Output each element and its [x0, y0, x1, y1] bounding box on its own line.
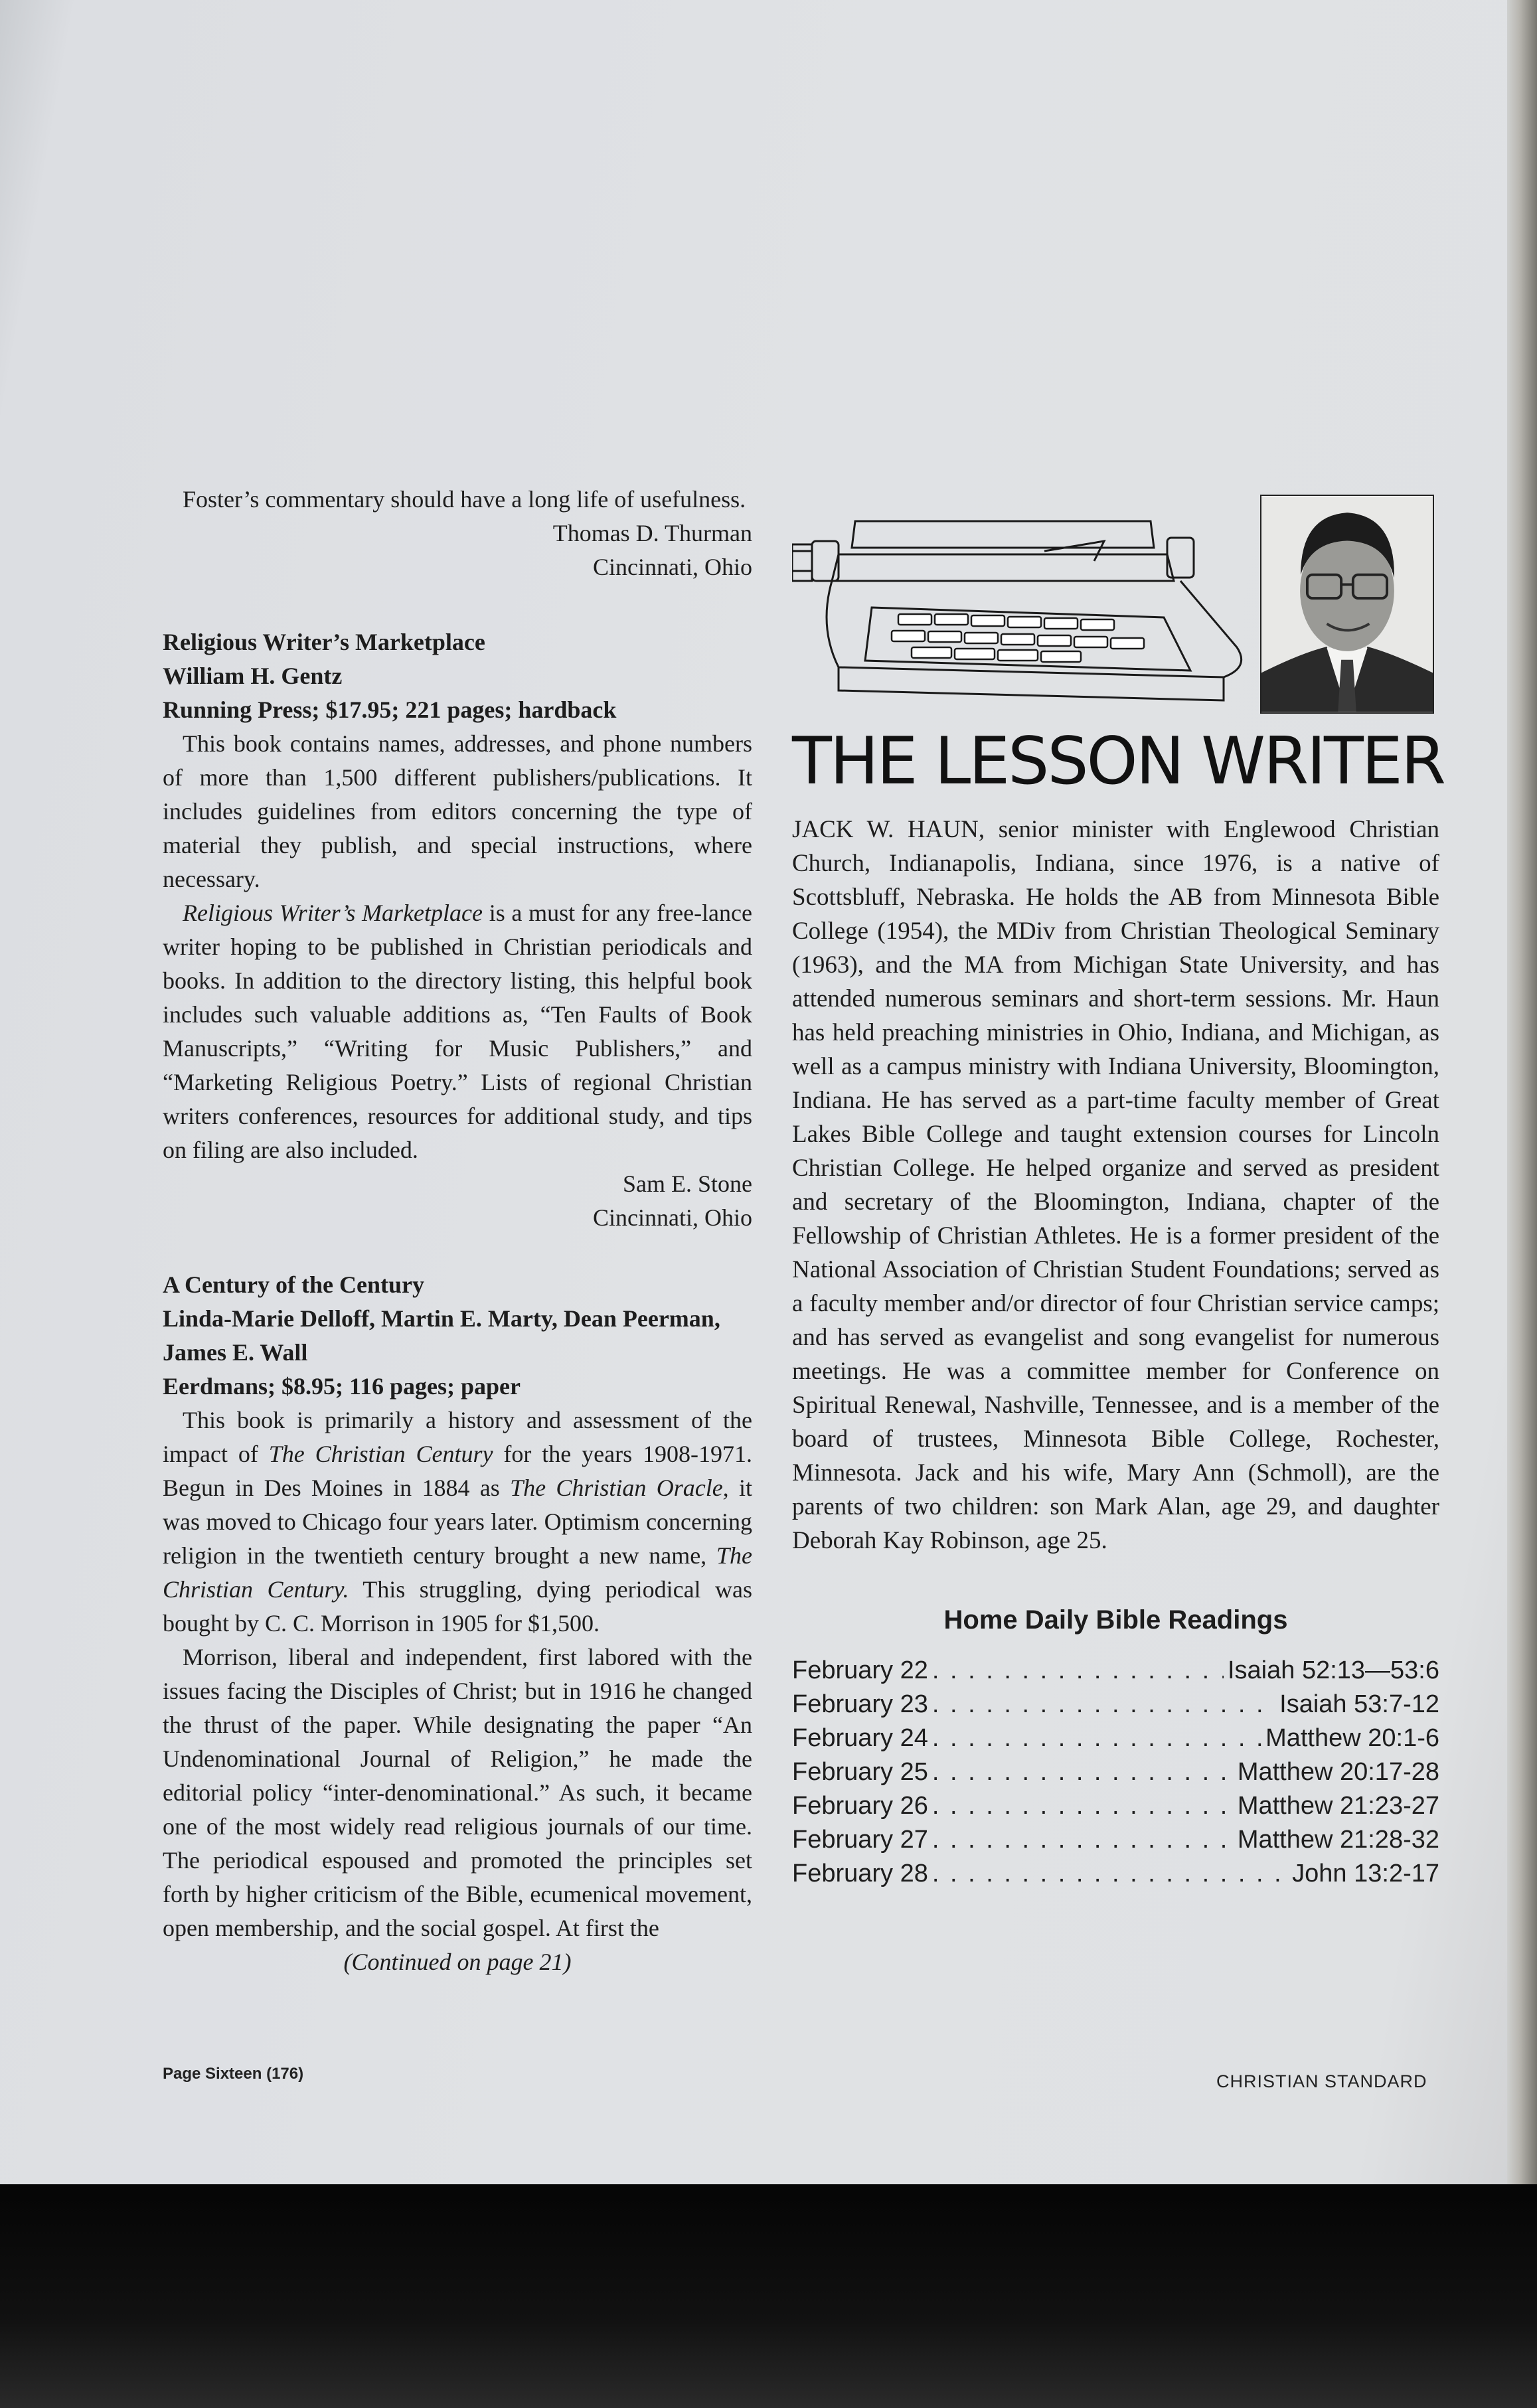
- typewriter-illustration: [792, 508, 1250, 707]
- readings-title: Home Daily Bible Readings: [943, 1605, 1288, 1635]
- reading-row: February 28 . . . John 13:2-17: [792, 1857, 1439, 1891]
- author-photo: [1260, 495, 1434, 714]
- magazine-name: CHRISTIAN STANDARD: [1216, 2071, 1427, 2091]
- page-edge: [1507, 0, 1537, 2191]
- review-text: Foster’s commentary should have a long life of usefulness.: [183, 486, 746, 513]
- book-authors: Linda-Marie Delloff, Martin E. Marty, Dean Peerman, James E. Wall: [163, 1305, 720, 1366]
- reading-row: February 23 . . . Isaiah 53:7-12: [792, 1688, 1439, 1722]
- review-paragraph: This book contains names, addresses, and phone numbers of more than 1,500 different publishers/publications. It includes guidelines from editors concerning the type of material they publish, and special instructions, where necessary.: [163, 730, 752, 892]
- section-heading: THE LESSON WRITER: [792, 724, 1444, 799]
- book-author: William H. Gentz: [163, 663, 343, 689]
- reviewer-location: Cincinnati, Ohio: [593, 554, 752, 580]
- reading-row: February 22 . . . Isaiah 52:13—53:6: [792, 1654, 1439, 1688]
- lesson-writer-column: [792, 495, 1444, 1891]
- book-reviews-column: [163, 483, 752, 1979]
- readings-list: [792, 1654, 1439, 1891]
- reviewer-name: Sam E. Stone: [623, 1170, 752, 1197]
- reading-row: February 24 . . . Matthew 20:1-6: [792, 1722, 1439, 1755]
- reviewer-location: Cincinnati, Ohio: [593, 1204, 752, 1231]
- reviewer-name: Thomas D. Thurman: [552, 520, 752, 546]
- reading-row: February 25 . . . Matthew 20:17-28: [792, 1755, 1439, 1789]
- reading-row: February 27 . . . Matthew 21:28-32: [792, 1823, 1439, 1857]
- review-paragraph: This book is primarily a history and assessment of the impact of The Christian Century for the years 1908-1971. Begun in Des Moines in 1884 as The Christian Oracle, it was moved to Chicago four years later. Optimism concerning religion in the twentieth century brought a new name, The Christian Century. This struggling, dying periodical was bought by C. C. Morrison in 1905 for $1,500.: [163, 1407, 752, 1637]
- author-biography: JACK W. HAUN, senior minister with Englewood Christian Church, Indianapolis, Indiana, since 1976, is a native of Scottsbluff, Nebraska. He holds the AB from Minnesota Bible College (1954), the MDiv from Christian Theological Seminary (1963), and the MA from Michigan State University, and has attended numerous seminars and short-term sessions. Mr. Haun has held preaching ministries in Ohio, Indiana, and Michigan, as well as a campus ministry with Indiana University, Bloomington, Indiana. He has served as a part-time faculty member of Great Lakes Bible College and taught extension courses for Lincoln Christian College. He helped organize and served as president and secretary of the Bloomington, Indiana, chapter of the Fellowship of Christian Athletes. He is a former president of the National Association of Christian Student Foundations; served as a faculty member and/or director of four Christian service camps; and has served as evangelist and song evangelist for numerous meetings. He was a committee member for Conference on Spiritual Renewal, Nashville, Tennessee, and is a member of the board of trustees, Minnesota Bible College, Rochester, Minnesota. Jack and his wife, Mary Ann (Schmoll), are the parents of two children: son Mark Alan, age 29, and daughter Deborah Kay Robinson, age 25.: [792, 816, 1439, 1554]
- header-art: [792, 495, 1439, 724]
- book-title-italic: Religious Writer’s Marketplace: [183, 900, 483, 926]
- background-surface: [0, 2184, 1537, 2408]
- review-paragraph: Religious Writer’s Marketplace is a must for any free-lance writer hoping to be published in Christian periodicals and books. In addition to the directory listing, this helpful book includes such valuable additions as, “Ten Faults of Book Manuscripts,” “Writing for Music Publishers,” and “Marketing Religious Poetry.” Lists of regional Christian writers conferences, resources for additional study, and tips on filing are also included.: [163, 900, 752, 1163]
- page-number: Page Sixteen (176): [163, 2065, 304, 2083]
- review-paragraph: Morrison, liberal and independent, first labored with the issues facing the Disciples of Christ; but in 1916 he changed the thrust of the paper. While designating the paper “An Undenominational Journal of Religion,” he made the editorial policy “inter-denominational.” As such, it became one of the most widely read religious journals of our time. The periodical espoused and promoted the principles set forth by higher criticism of the Bible, ecumenical movement, open membership, and the social gospel. At first the: [163, 1644, 752, 1941]
- reading-row: February 26 . . . Matthew 21:23-27: [792, 1789, 1439, 1823]
- book-title: Religious Writer’s Marketplace: [163, 629, 485, 655]
- continued-note: (Continued on page 21): [343, 1949, 572, 1975]
- book-publisher: Eerdmans; $8.95; 116 pages; paper: [163, 1373, 521, 1400]
- book-publisher: Running Press; $17.95; 221 pages; hardback: [163, 696, 617, 723]
- book-title: A Century of the Century: [163, 1271, 424, 1298]
